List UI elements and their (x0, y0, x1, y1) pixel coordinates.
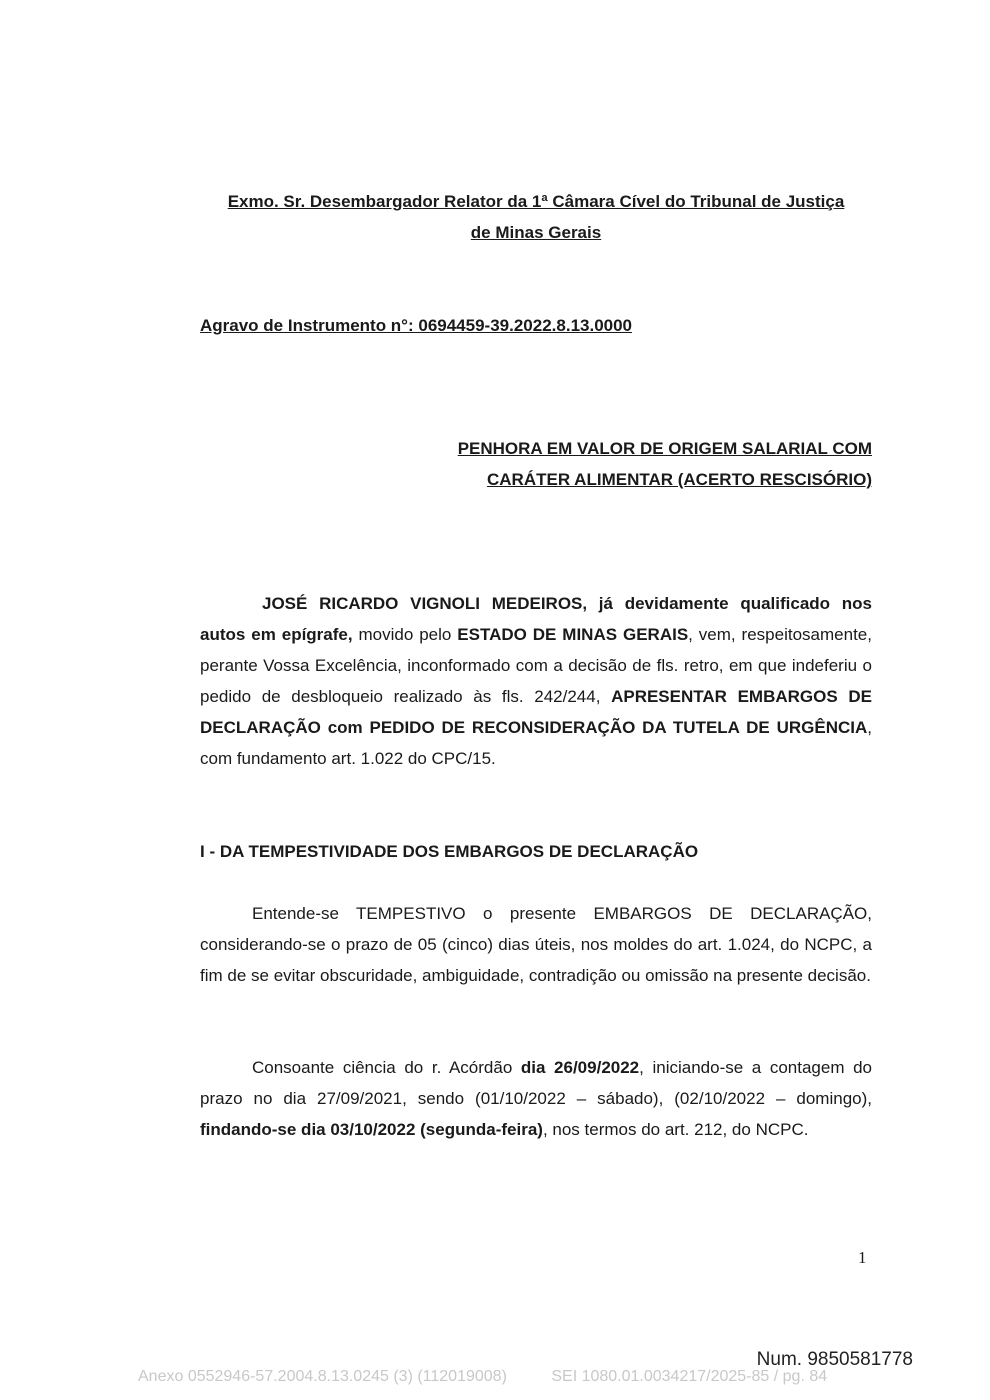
subject-block (200, 433, 872, 495)
deadline-text-1: Consoante ciência do r. Acórdão (252, 1058, 521, 1077)
process-number: Agravo de Instrumento n°: 0694459-39.2022.8.13.0000 (200, 316, 633, 335)
respondent-name: ESTADO DE MINAS GERAIS (457, 625, 689, 644)
footer-sei: SEI 1080.01.0034217/2025-85 / pg. 84 (551, 1368, 828, 1385)
addressee-line-1: Exmo. Sr. Desembargador Relator da 1ª Câmara Cível do Tribunal de Justiça (227, 192, 845, 211)
petitioner-name: JOSÉ RICARDO VIGNOLI MEDEIROS, já devidamente qualificado nos autos em epígrafe, (200, 594, 872, 644)
intro-text-1: movido pelo (352, 625, 458, 644)
page-number: 1 (858, 1248, 867, 1267)
addressee-block (200, 186, 872, 248)
footer-annex: Anexo 0552946-57.2004.8.13.0245 (3) (112019008) (138, 1368, 507, 1385)
footer-stamp (138, 1368, 827, 1386)
intro-paragraph (200, 588, 872, 774)
subject-line-2: CARÁTER ALIMENTAR (ACERTO RESCISÓRIO) (486, 470, 872, 489)
deadline-date-1: dia 26/09/2022 (520, 1058, 640, 1077)
deadline-paragraph (200, 1052, 872, 1145)
deadline-text-3: , nos termos do art. 212, do NCPC. (542, 1120, 809, 1139)
intro-text-2: , vem, respeitosamente, perante Vossa Excelência, inconformado com a decisão de fls. retro, em que indeferiu o pedido de desbloqueio realizado às fls. 242/244, (200, 625, 872, 706)
addressee-line-2: de Minas Gerais (470, 223, 602, 242)
deadline-text-2: , iniciando-se a contagem do prazo no dia 27/09/2021, sendo (01/10/2022 – sábado), (02/10/2022 – domingo), (200, 1058, 873, 1108)
deadline-date-2: findando-se dia 03/10/2022 (segunda-feira) (200, 1120, 543, 1139)
document-number: Num. 9850581778 (756, 1349, 913, 1370)
section-heading: I - DA TEMPESTIVIDADE DOS EMBARGOS DE DECLARAÇÃO (200, 842, 699, 861)
subject-line-1: PENHORA EM VALOR DE ORIGEM SALARIAL COM (457, 439, 872, 458)
intro-text-3: , com fundamento art. 1.022 do CPC/15. (200, 718, 872, 768)
request-title: APRESENTAR EMBARGOS DE DECLARAÇÃO com PEDIDO DE RECONSIDERAÇÃO DA TUTELA DE URGÊNCIA (200, 687, 872, 737)
tempestivity-paragraph: Entende-se TEMPESTIVO o presente EMBARGOS DE DECLARAÇÃO, considerando-se o prazo de 05 (cinco) dias úteis, nos moldes do art. 1.024, do NCPC, a fim de se evitar obscuridade, ambiguidade, contradição ou omissão na presente decisão. (200, 904, 872, 985)
